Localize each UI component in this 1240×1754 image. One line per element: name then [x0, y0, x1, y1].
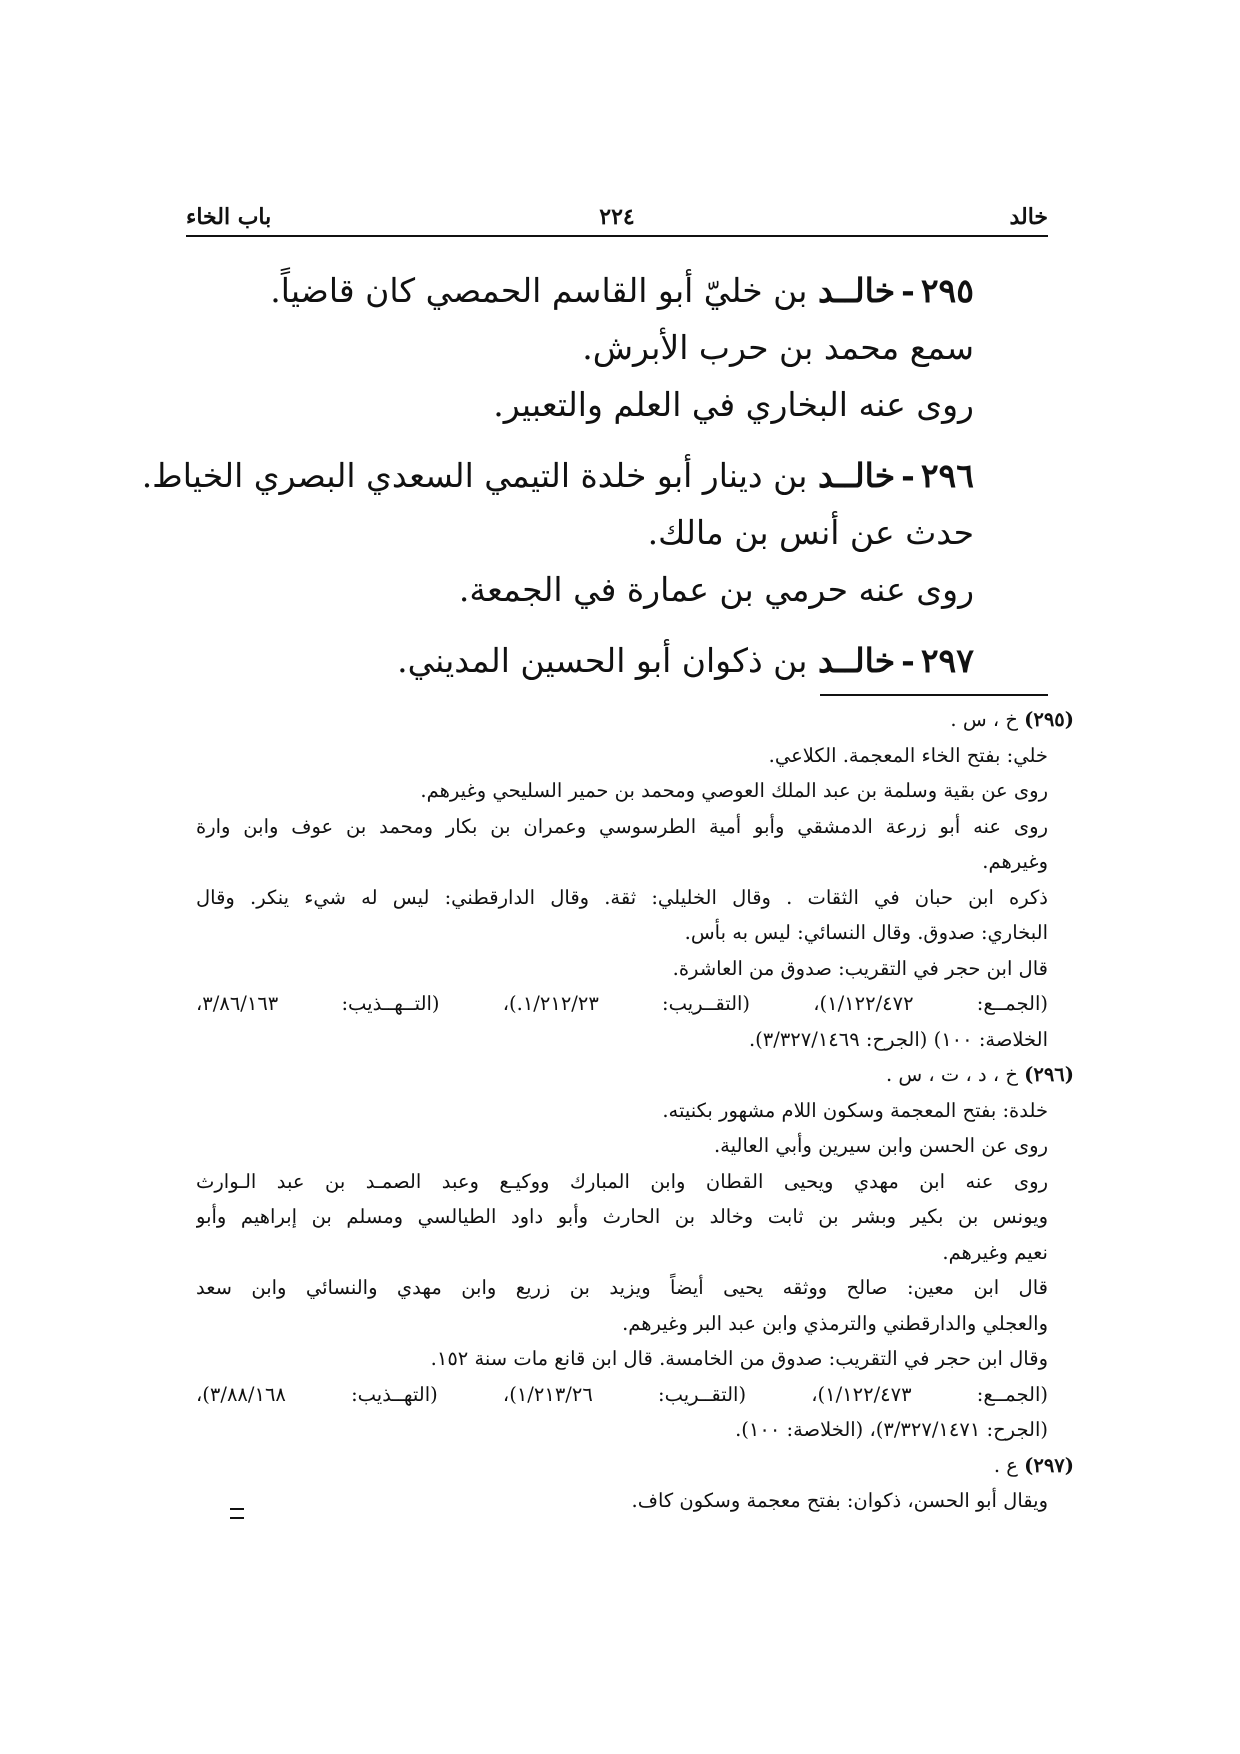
- footnote-head-line: [222, 702, 1074, 738]
- footnote-line: ويقال أبو الحسن، ذكوان: بفتح معجمة وسكون كاف.: [631, 1489, 1048, 1512]
- footnote-sigla: ع .: [993, 1453, 1018, 1477]
- header-entry-name: خالد: [1009, 204, 1048, 230]
- footnote-line: وغيرهم.: [982, 850, 1048, 873]
- footnote-separator: [820, 694, 1048, 696]
- entry-number: ٢٩٥: [920, 271, 974, 310]
- footnote-line: (الجرح: ٣/٣٢٧/١٤٧١)، (الخلاصة: ١٠٠).: [735, 1418, 1048, 1441]
- footnote-sigla: خ ، س .: [950, 708, 1018, 731]
- footnote-line: وقال ابن حجر في التقريب: صدوق من الخامسة. قال ابن قانع مات سنة ١٥٢.: [430, 1347, 1048, 1370]
- entry-heading-line: [141, 447, 974, 504]
- footnote-line: (الجمــع: ١/١٢٢/٤٧٣)، (التقــريب: ١/٢١٣/٢٦)، (التهــذيب: ٣/٨٨/١٦٨)،: [196, 1382, 1048, 1406]
- page-number: ٢٢٤: [599, 204, 635, 230]
- footnote-head-line: [222, 1448, 1074, 1484]
- entry-dash: -: [901, 456, 915, 495]
- footnote-line: روى عنه ابن مهدي ويحيى القطان وابن المبارك ووكيـع وعبد الصمـد بن عبد الـوارث: [196, 1169, 1048, 1193]
- footnote-line: روى عنه أبو زرعة الدمشقي وأبو أمية الطرسوسي وعمران بن بكار ومحمد بن عوف وابن وارة: [196, 814, 1048, 838]
- entry-first-line: بن خليّ أبو القاسم الحمصي كان قاضياً.: [270, 271, 808, 310]
- footnote-line: الخلاصة: ١٠٠) (الجرح: ٣/٣٢٧/١٤٦٩).: [748, 1027, 1048, 1051]
- entry-name: خالــد: [817, 641, 896, 680]
- entry-heading-line: [174, 632, 974, 689]
- entry-number: ٢٩٧: [920, 641, 974, 680]
- footnotes: [196, 702, 1074, 1519]
- footnote-mark: (٢٩٦): [1024, 1063, 1074, 1086]
- main-entries: [141, 262, 974, 703]
- footnote-mark: (٢٩٧): [1024, 1453, 1074, 1477]
- entry-dash: -: [901, 641, 915, 680]
- header-chapter-title: باب الخاء: [186, 204, 272, 230]
- footnote-line: قال ابن معين: صالح ووثقه يحيى أيضاً ويزيد بن زريع وابن مهدي والنسائي وابن سعد: [196, 1276, 1048, 1299]
- entry: [174, 262, 974, 433]
- entry-line: سمع محمد بن حرب الأبرش.: [582, 328, 974, 367]
- footnote-line: ذكره ابن حبان في الثقات . وقال الخليلي: ثقة. وقال الدارقطني: ليس له شيء ينكر. وقال: [196, 885, 1048, 909]
- footnote-line: ويونس بن بكير وبشر بن ثابت وخالد بن الحارث وأبو داود الطيالسي ومسلم بن إبراهيم وأبو: [196, 1205, 1048, 1228]
- footnote-line: والعجلي والدارقطني والترمذي وابن عبد البر وغيرهم.: [622, 1311, 1048, 1335]
- footnote-line: البخاري: صدوق. وقال النسائي: ليس به بأس.: [684, 921, 1048, 944]
- entry-dash: -: [901, 271, 915, 310]
- entry: [141, 447, 974, 618]
- footnote: [196, 1057, 1074, 1448]
- continuation-mark: [230, 1508, 244, 1519]
- entry-name: خالــد: [817, 456, 896, 495]
- footnote-line: نعيم وغيرهم.: [942, 1240, 1048, 1264]
- footnote: [196, 702, 1074, 1057]
- footnote-line: روى عن الحسن وابن سيرين وأبي العالية.: [713, 1134, 1048, 1157]
- footnote: [196, 1448, 1074, 1519]
- footnote-head-line: [222, 1057, 1074, 1093]
- footnote-line: خلي: بفتح الخاء المعجمة. الكلاعي.: [768, 743, 1048, 767]
- footnote-line: خلدة: بفتح المعجمة وسكون اللام مشهور بكنيته.: [662, 1098, 1048, 1122]
- entry-name: خالــد: [817, 271, 896, 310]
- footnote-line: (الجمــع: ١/١٢٢/٤٧٢)، (التقــريب: ١/٢١٢/٢٣.)، (التــهــذيب: ٣/٨٦/١٦٣،: [196, 992, 1048, 1015]
- footnote-sigla: خ ، د ، ت ، س .: [886, 1063, 1018, 1086]
- entry-line: روى عنه حرمي بن عمارة في الجمعة.: [458, 570, 974, 609]
- entry-line: حدث عن أنس بن مالك.: [647, 513, 974, 552]
- entry-heading-line: [174, 262, 974, 319]
- footnote-line: روى عن بقية وسلمة بن عبد الملك العوصي ومحمد بن حمير السليحي وغيرهم.: [420, 779, 1048, 802]
- entry-line: روى عنه البخاري في العلم والتعبير.: [493, 385, 974, 424]
- entry-first-line: بن دينار أبو خلدة التيمي السعدي البصري الخياط.: [141, 456, 808, 495]
- running-header: [186, 203, 1048, 237]
- footnote-mark: (٢٩٥): [1024, 708, 1074, 731]
- entry-first-line: بن ذكوان أبو الحسين المديني.: [397, 641, 808, 680]
- footnote-line: قال ابن حجر في التقريب: صدوق من العاشرة.: [672, 956, 1048, 980]
- entry-number: ٢٩٦: [920, 456, 974, 495]
- entry: [174, 632, 974, 689]
